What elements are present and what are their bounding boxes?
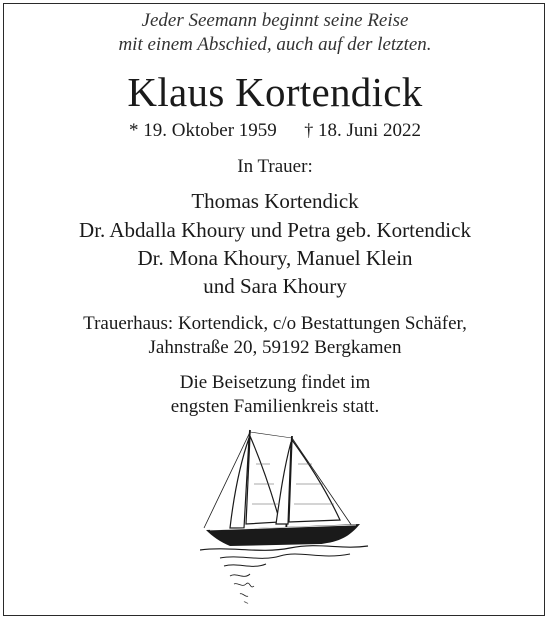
mourner-line: Thomas Kortendick <box>191 189 359 213</box>
deceased-name: Klaus Kortendick <box>127 69 423 115</box>
mourning-house-line-2: Jahnstraße 20, 59192 Bergkamen <box>148 337 402 358</box>
sailing-ship-icon <box>200 424 370 606</box>
mourner-line: Dr. Mona Khoury, Manuel Klein <box>137 246 413 270</box>
death-date: 18. Juni 2022 <box>318 120 421 141</box>
funeral-info-line-2: engsten Familienkreis statt. <box>170 396 380 417</box>
mourner-line: Dr. Abdalla Khoury und Petra geb. Kortendick <box>79 218 471 242</box>
mourners-heading: In Trauer: <box>237 156 313 177</box>
motto-line-1: Jeder Seemann beginnt seine Reise <box>141 10 409 31</box>
mourner-line: und Sara Khoury <box>203 274 347 298</box>
mourning-house-line-1: Trauerhaus: Kortendick, c/o Bestattungen Schäfer, <box>83 313 467 334</box>
death-cross-icon: † <box>304 120 314 140</box>
life-dates <box>0 120 550 142</box>
birth-date: * 19. Oktober 1959 <box>129 120 277 141</box>
funeral-info-line-1: Die Beisetzung findet im <box>179 372 371 393</box>
motto-line-2: mit einem Abschied, auch auf der letzten. <box>118 34 432 55</box>
